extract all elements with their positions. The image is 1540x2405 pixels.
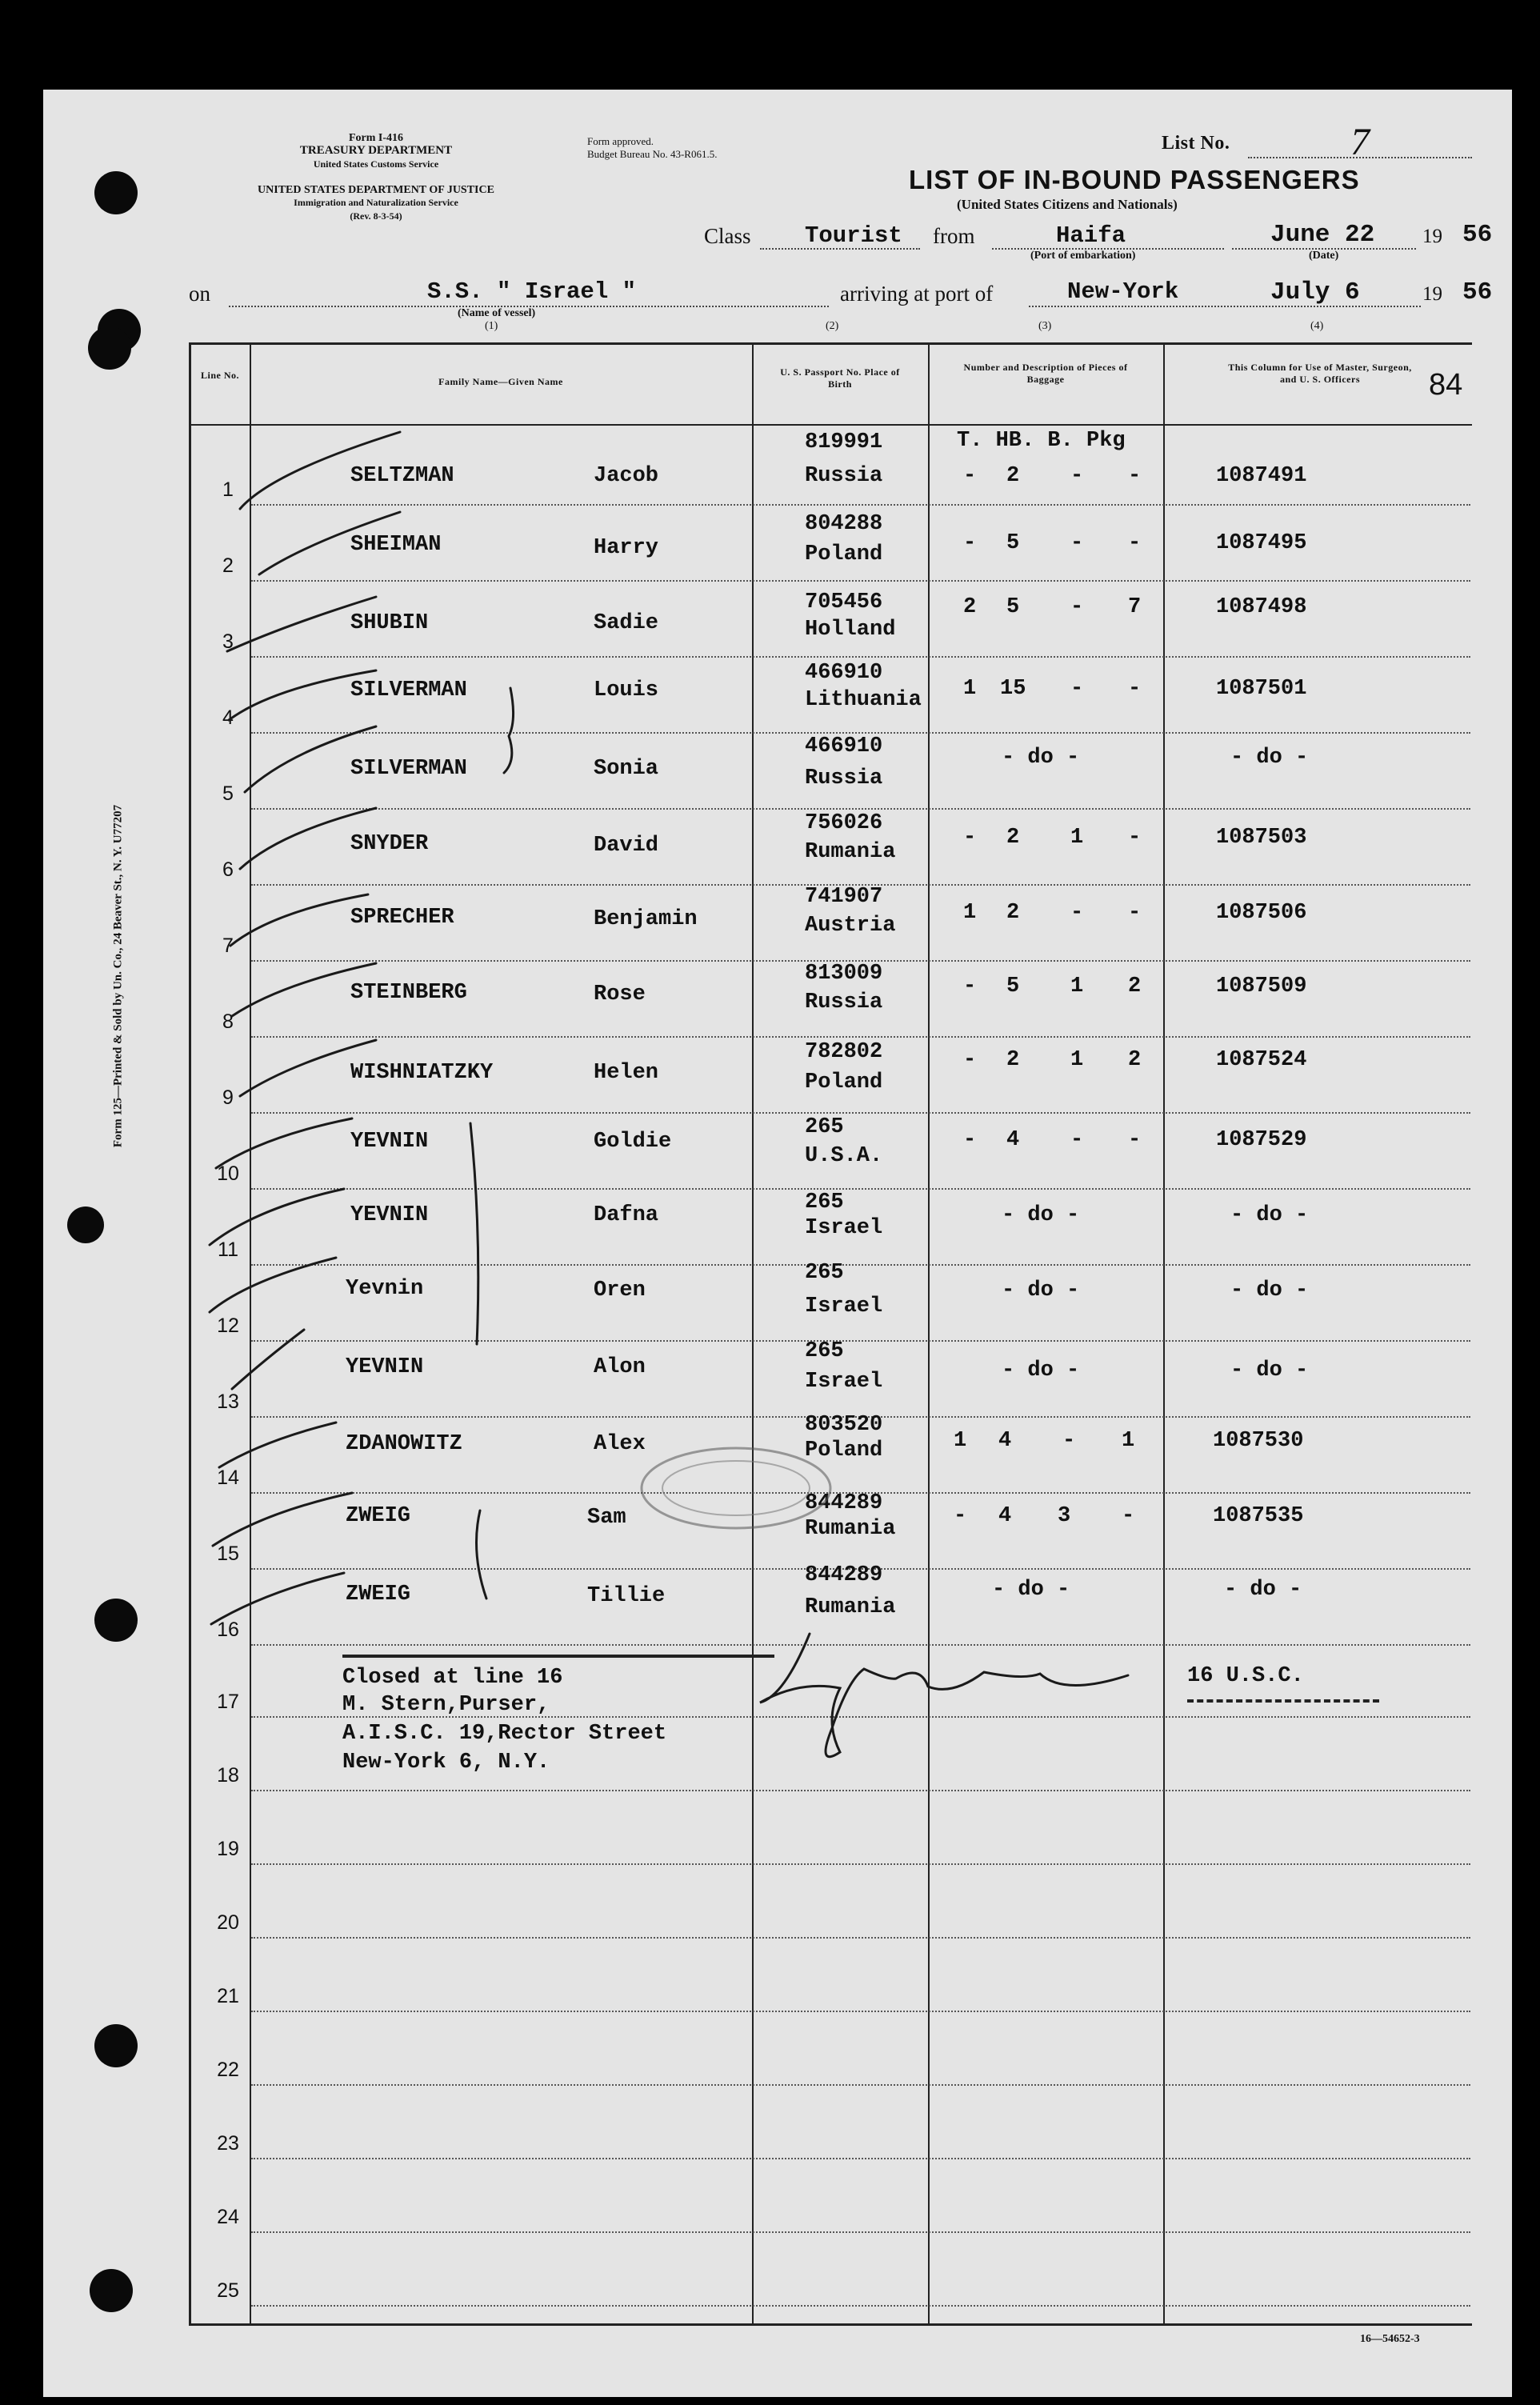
place-of-birth: Lithuania: [805, 688, 922, 712]
caption-1: (1): [485, 320, 498, 332]
bag-hb: 2: [1006, 1048, 1020, 1072]
family-name: SILVERMAN: [350, 757, 467, 781]
passport-no: 265: [805, 1261, 844, 1285]
row-rule: [251, 1036, 1470, 1038]
bag-b: 1: [1070, 826, 1084, 850]
given-name: Helen: [594, 1061, 659, 1085]
passport-no: 819991: [805, 430, 883, 454]
bag-b: -: [1070, 1128, 1084, 1152]
place-of-birth: Poland: [805, 542, 883, 566]
line-number: 21: [217, 1985, 239, 2007]
given-name: Sam: [587, 1506, 626, 1530]
bag-t: -: [963, 531, 977, 555]
row-rule: [251, 2011, 1470, 2012]
line-number: 5: [222, 782, 234, 805]
bag-pkg: 7: [1128, 595, 1142, 619]
bag-b: 3: [1058, 1504, 1071, 1528]
bag-b: -: [1070, 595, 1084, 619]
given-name: Jacob: [594, 464, 659, 488]
line-number: 7: [222, 934, 234, 957]
line-number: 12: [217, 1315, 239, 1337]
given-name: Goldie: [594, 1130, 672, 1154]
bag-t: -: [954, 1504, 967, 1528]
bag-hb: 5: [1006, 531, 1020, 555]
binder-hole: [94, 171, 138, 214]
row-rule: [251, 808, 1470, 810]
officer-ditto: - do -: [1230, 1279, 1309, 1303]
list-no-value: 7: [1350, 121, 1370, 163]
officer-ditto: - do -: [1224, 1578, 1302, 1602]
officer-number: 1087530: [1213, 1429, 1304, 1453]
arriving-label: arriving at port of: [840, 282, 994, 306]
binder-hole: [94, 2024, 138, 2067]
row-rule: [251, 1790, 1470, 1791]
place-of-birth: Russia: [805, 766, 883, 790]
bag-b: -: [1070, 901, 1084, 925]
bag-pkg: 2: [1128, 974, 1142, 998]
col-divider: [752, 342, 754, 2323]
family-name: YEVNIN: [346, 1355, 424, 1379]
passport-no: 782802: [805, 1040, 883, 1064]
bag-t: 2: [963, 595, 977, 619]
justice-dept: UNITED STATES DEPARTMENT OF JUSTICE: [258, 184, 494, 196]
row-rule: [251, 2305, 1470, 2307]
date1-value: June 22: [1270, 221, 1375, 249]
caption-3: (3): [1038, 320, 1052, 332]
row-rule: [251, 580, 1470, 582]
closing-line-2: M. Stern,Purser,: [342, 1693, 550, 1717]
given-name: Rose: [594, 982, 646, 1006]
bag-pkg: -: [1122, 1504, 1135, 1528]
officer-number: 1087524: [1216, 1048, 1307, 1072]
passport-no: 265: [805, 1190, 844, 1215]
family-name: SELTZMAN: [350, 464, 454, 488]
officer-total-underline: [1187, 1699, 1379, 1703]
given-name: Alon: [594, 1355, 646, 1379]
col-divider: [928, 342, 930, 2323]
passport-no: 756026: [805, 811, 883, 835]
line-number: 13: [217, 1391, 239, 1413]
place-of-birth: Rumania: [805, 1517, 896, 1541]
passport-no: 265: [805, 1115, 844, 1139]
line-number: 15: [217, 1543, 239, 1565]
passport-no: 466910: [805, 661, 883, 685]
bag-t: -: [963, 974, 977, 998]
family-name: YEVNIN: [350, 1130, 429, 1154]
table-bottom-border: [189, 2323, 1472, 2326]
baggage-ditto: - do -: [1002, 1203, 1080, 1227]
bag-pkg: -: [1128, 1128, 1142, 1152]
page-subtitle: (United States Citizens and Nationals): [957, 197, 1178, 212]
bag-pkg: -: [1128, 901, 1142, 925]
given-name: Benjamin: [594, 907, 698, 931]
class-label: Class: [704, 224, 751, 248]
row-rule: [251, 1264, 1470, 1266]
officer-number: 1087503: [1216, 826, 1307, 850]
place-of-birth: Austria: [805, 914, 896, 938]
line-number: 9: [222, 1086, 234, 1109]
closing-line-3: A.I.S.C. 19,Rector Street: [342, 1722, 667, 1746]
place-of-birth: Russia: [805, 990, 883, 1014]
given-name: Oren: [594, 1279, 646, 1303]
caption-2: (2): [826, 320, 839, 332]
vessel-value: S.S. " Israel ": [427, 278, 637, 305]
ins-service: Immigration and Naturalization Service: [294, 197, 458, 208]
bag-hb: 2: [1006, 826, 1020, 850]
bag-b: 1: [1070, 1048, 1084, 1072]
col-divider: [189, 342, 191, 2323]
line-number: 19: [217, 1838, 239, 1860]
date-caption: (Date): [1309, 250, 1339, 262]
line-number: 2: [222, 554, 234, 577]
bag-b: -: [1070, 677, 1084, 701]
officer-total: 16 U.S.C.: [1187, 1664, 1304, 1688]
family-name: SPRECHER: [350, 906, 454, 930]
binder-hole: [90, 2269, 133, 2312]
bag-t: -: [963, 464, 977, 488]
treasury-dept: TREASURY DEPARTMENT: [299, 144, 453, 157]
row-rule: [251, 656, 1470, 658]
passport-no: 844289: [805, 1563, 883, 1587]
officer-number: 1087529: [1216, 1128, 1307, 1152]
budget-bureau: Budget Bureau No. 43-R061.5.: [587, 148, 718, 160]
place-of-birth: Rumania: [805, 840, 896, 864]
place-of-birth: Israel: [805, 1216, 883, 1240]
bag-pkg: -: [1128, 677, 1142, 701]
row-rule: [251, 2084, 1470, 2086]
officer-number: 1087535: [1213, 1504, 1304, 1528]
form-sheet: [43, 90, 1512, 2397]
passport-no: 804288: [805, 512, 883, 536]
line-number: 14: [217, 1467, 239, 1489]
bag-hb: 4: [998, 1429, 1012, 1453]
baggage-ditto: - do -: [1002, 746, 1080, 770]
officer-number: 1087498: [1216, 595, 1307, 619]
closing-line-1: Closed at line 16: [342, 1666, 563, 1690]
binder-hole: [67, 1207, 104, 1243]
customs-service: United States Customs Service: [313, 158, 439, 170]
place-of-birth: U.S.A.: [805, 1144, 883, 1168]
given-name: Sonia: [594, 757, 659, 781]
bag-t: 1: [954, 1429, 967, 1453]
line-number: 11: [218, 1239, 238, 1261]
given-name: Tillie: [587, 1584, 666, 1608]
bag-t: 1: [963, 901, 977, 925]
line-number: 22: [217, 2059, 239, 2081]
line-number: 17: [217, 1691, 239, 1713]
passport-no: 844289: [805, 1491, 883, 1515]
officer-number: 1087501: [1216, 677, 1307, 701]
place-of-birth: Poland: [805, 1070, 883, 1094]
bag-b: -: [1070, 531, 1084, 555]
line-number: 6: [222, 858, 234, 881]
given-name: Alex: [594, 1432, 646, 1456]
date2-value: July 6: [1270, 278, 1360, 306]
bag-pkg: -: [1128, 826, 1142, 850]
bag-pkg: 2: [1128, 1048, 1142, 1072]
line-number: 4: [222, 706, 234, 729]
page-title: LIST OF IN-BOUND PASSENGERS: [909, 165, 1360, 194]
family-name: Yevnin: [346, 1277, 424, 1301]
row-rule: [251, 1340, 1470, 1342]
family-name: SNYDER: [350, 832, 429, 856]
family-name: SILVERMAN: [350, 678, 467, 702]
passport-no: 705456: [805, 590, 883, 614]
row-rule: [251, 1188, 1470, 1190]
bag-hb: 2: [1006, 464, 1020, 488]
page-stamp-number: 84: [1429, 368, 1463, 402]
vessel-caption: (Name of vessel): [458, 307, 536, 319]
row-rule: [251, 732, 1470, 734]
passport-no: 741907: [805, 885, 883, 909]
line-number: 20: [217, 1911, 239, 1934]
arrival-port-value: New-York: [1067, 278, 1179, 305]
closing-line-4: New-York 6, N.Y.: [342, 1751, 550, 1775]
officer-ditto: - do -: [1230, 1203, 1309, 1227]
given-name: Sadie: [594, 611, 659, 635]
baggage-subheader: T. HB. B. Pkg: [957, 429, 1126, 453]
family-name: ZWEIG: [346, 1583, 411, 1607]
officer-number: 1087509: [1216, 974, 1307, 998]
row-rule: [251, 2158, 1470, 2159]
bag-hb: 5: [1006, 595, 1020, 619]
date1-year-prefix: 19: [1422, 226, 1442, 247]
bag-pkg: -: [1128, 464, 1142, 488]
officer-ditto: - do -: [1230, 746, 1309, 770]
passport-no: 466910: [805, 734, 883, 758]
form-number: Form I-416: [348, 132, 404, 144]
col-divider: [1163, 342, 1165, 2323]
table-header-border: [189, 424, 1472, 426]
row-rule: [251, 2231, 1470, 2233]
line-number: 8: [222, 1010, 234, 1033]
family-name: WISHNIATZKY: [350, 1061, 494, 1085]
family-name: SHEIMAN: [350, 533, 442, 557]
caption-4: (4): [1310, 320, 1324, 332]
port-embarkation-caption: (Port of embarkation): [1030, 250, 1136, 262]
row-rule: [251, 1863, 1470, 1865]
row-rule: [251, 1644, 1470, 1646]
bag-b: -: [1062, 1429, 1076, 1453]
line-number: 10: [217, 1162, 239, 1185]
arrival-line: [1029, 306, 1421, 307]
baggage-ditto: - do -: [1002, 1279, 1080, 1303]
place-of-birth: Russia: [805, 464, 883, 488]
date2-year-prefix: 19: [1422, 283, 1442, 305]
place-of-birth: Israel: [805, 1370, 883, 1394]
bag-hb: 4: [1006, 1128, 1020, 1152]
given-name: Louis: [594, 678, 659, 702]
line-number: 18: [217, 1764, 239, 1787]
family-name: STEINBERG: [350, 981, 467, 1005]
form-approved: Form approved.: [587, 135, 654, 147]
place-of-birth: Holland: [805, 618, 896, 642]
printer-side-note: Form 125—Printed & Sold by Un. Co., 24 Beaver St., N. Y. U77207: [111, 804, 125, 1148]
bag-t: -: [963, 1048, 977, 1072]
officer-ditto: - do -: [1230, 1359, 1309, 1383]
col-header-baggage: Number and Description of Pieces of Baggage: [963, 362, 1128, 385]
passport-no: 803520: [805, 1413, 883, 1437]
bag-pkg: -: [1128, 531, 1142, 555]
place-of-birth: Israel: [805, 1295, 883, 1319]
line-number: 3: [222, 630, 234, 653]
line-number: 1: [222, 478, 234, 501]
officer-number: 1087491: [1216, 464, 1307, 488]
bag-t: -: [963, 1128, 977, 1152]
bag-hb: 2: [1006, 901, 1020, 925]
date2-year-value: 56: [1462, 278, 1493, 306]
given-name: Dafna: [594, 1203, 659, 1227]
col-header-line: Line No.: [200, 370, 239, 381]
family-name: YEVNIN: [350, 1203, 429, 1227]
line-number: 23: [217, 2132, 239, 2155]
from-value: Haifa: [1056, 222, 1126, 249]
col-header-passport: U. S. Passport No. Place of Birth: [780, 366, 900, 390]
bag-t: 1: [963, 677, 977, 701]
date1-year-value: 56: [1462, 221, 1493, 249]
on-label: on: [189, 282, 210, 306]
closing-rule: [342, 1655, 774, 1658]
row-rule: [251, 1112, 1470, 1114]
row-rule: [251, 504, 1470, 506]
passport-no: 813009: [805, 962, 883, 986]
given-name: Harry: [594, 536, 659, 560]
binder-hole: [94, 1599, 138, 1642]
line-number: 24: [217, 2206, 239, 2228]
bag-hb: 4: [998, 1504, 1012, 1528]
officer-number: 1087495: [1216, 531, 1307, 555]
bag-pkg: 1: [1122, 1429, 1135, 1453]
bag-hb: 5: [1006, 974, 1020, 998]
line-number: 25: [217, 2279, 239, 2302]
list-no-label: List No.: [1162, 133, 1230, 154]
given-name: David: [594, 834, 659, 858]
bag-t: -: [963, 826, 977, 850]
family-name: ZDANOWITZ: [346, 1432, 462, 1456]
line-number: 16: [217, 1619, 239, 1641]
bag-b: -: [1070, 464, 1084, 488]
bag-hb: 15: [1000, 677, 1026, 701]
table-top-border: [189, 342, 1472, 345]
footer-code: 16—54652-3: [1360, 2333, 1420, 2345]
col-header-officers: This Column for Use of Master, Surgeon, and U. S. Officers: [1228, 362, 1412, 385]
col-header-name: Family Name—Given Name: [438, 376, 563, 387]
row-rule: [251, 1937, 1470, 1939]
baggage-ditto: - do -: [1002, 1359, 1080, 1383]
revision: (Rev. 8-3-54): [350, 210, 402, 222]
binder-hole: [88, 326, 131, 370]
place-of-birth: Poland: [805, 1439, 883, 1463]
class-value: Tourist: [805, 222, 902, 249]
place-of-birth: Rumania: [805, 1595, 896, 1619]
passport-no: 265: [805, 1339, 844, 1363]
family-name: SHUBIN: [350, 611, 429, 635]
bag-b: 1: [1070, 974, 1084, 998]
baggage-ditto: - do -: [992, 1578, 1070, 1602]
officer-number: 1087506: [1216, 901, 1307, 925]
from-label: from: [933, 224, 975, 248]
family-name: ZWEIG: [346, 1504, 411, 1528]
